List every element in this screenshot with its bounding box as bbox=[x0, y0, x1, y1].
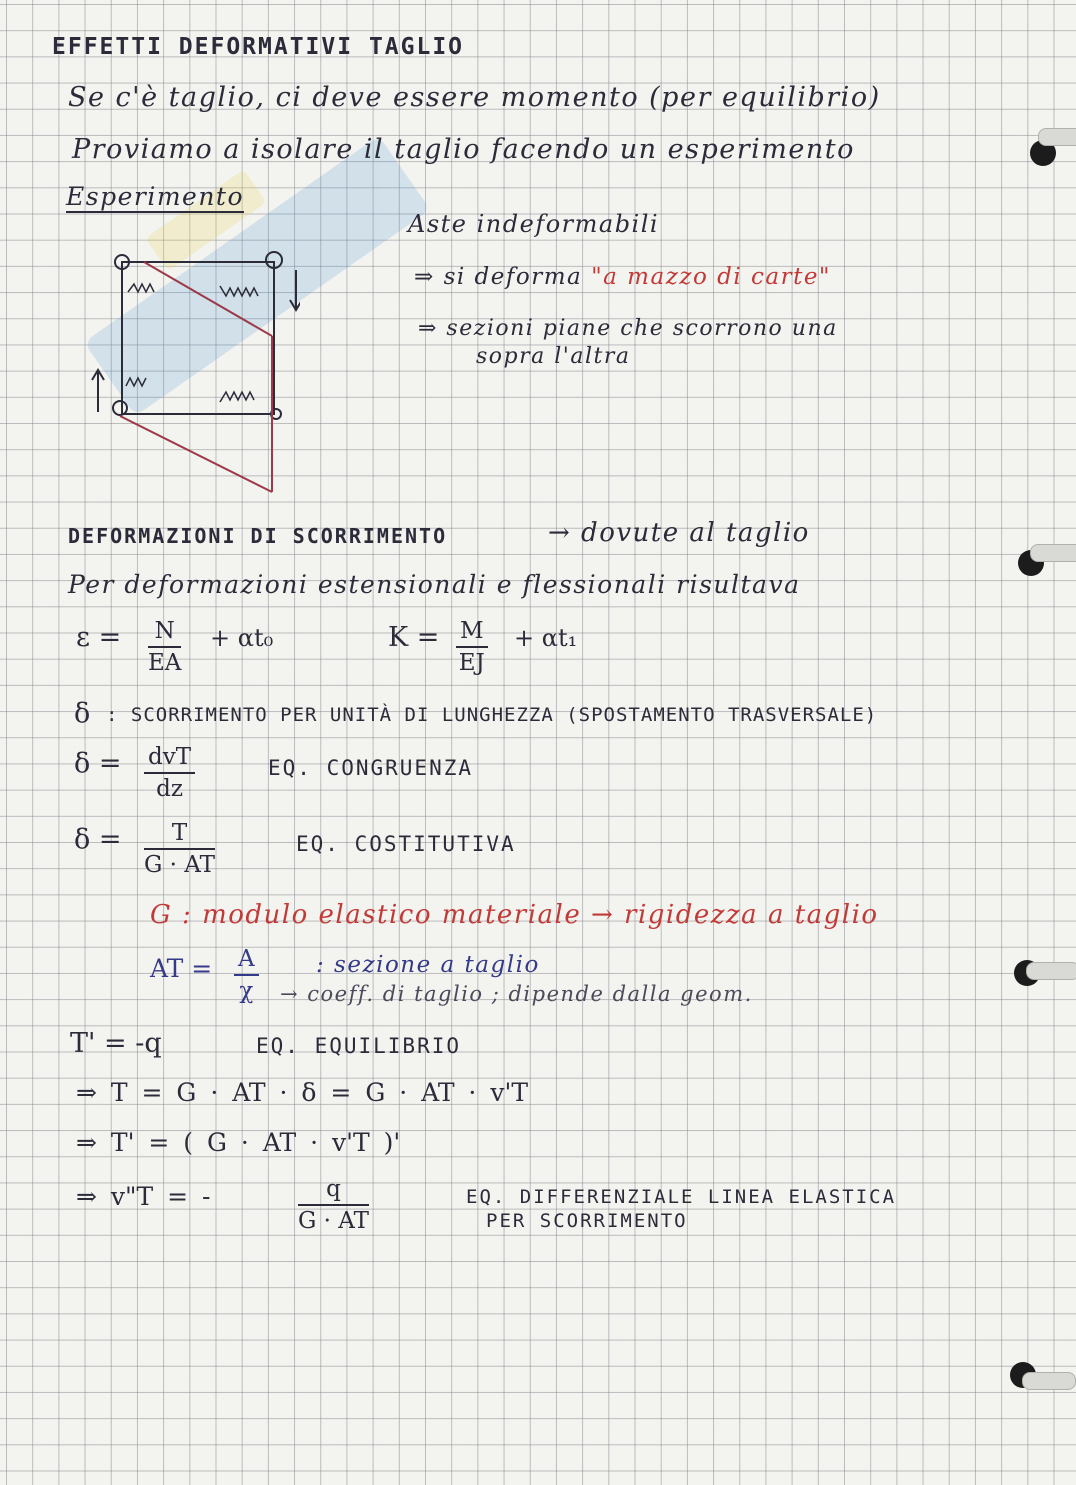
costitutiva-numerator: T bbox=[144, 820, 215, 850]
mazzo-di-carte-quote: "a mazzo di carte" bbox=[591, 264, 832, 290]
curvature-tail: + αt₁ bbox=[514, 624, 578, 652]
costitutiva-label: EQ. COSTITUTIVA bbox=[296, 832, 516, 856]
congruenza-fraction bbox=[144, 744, 195, 802]
section-heading-note: → dovute al taglio bbox=[548, 518, 810, 548]
section-heading-scorrimento: DEFORMAZIONI DI SCORRIMENTO bbox=[68, 524, 448, 548]
derivation-step-3-fraction bbox=[298, 1176, 369, 1234]
deformed-line-bottom bbox=[120, 416, 272, 492]
congruenza-label: EQ. CONGRUENZA bbox=[268, 756, 474, 780]
at-description-1: : sezione a taglio bbox=[316, 952, 540, 978]
curvature-numerator: M bbox=[456, 618, 488, 648]
binder-ring bbox=[1022, 1372, 1076, 1390]
costitutiva-fraction bbox=[144, 820, 215, 878]
spring-bottom-right bbox=[220, 392, 254, 402]
binder-ring bbox=[1038, 128, 1076, 146]
binder-ring bbox=[1026, 962, 1076, 980]
g-symbol: G bbox=[150, 900, 173, 930]
epsilon-lhs: ε = bbox=[76, 622, 122, 653]
congruenza-lhs: δ = bbox=[74, 748, 122, 779]
curvature-denominator: EJ bbox=[458, 650, 485, 676]
g-description: : modulo elastico materiale → rigidezza a taglio bbox=[182, 900, 879, 930]
epsilon-tail: + αt₀ bbox=[210, 624, 274, 652]
esperimento-label: Esperimento bbox=[66, 182, 245, 211]
spring-bottom-left bbox=[126, 378, 146, 386]
delta-symbol: δ bbox=[74, 698, 91, 729]
epsilon-denominator: EA bbox=[148, 650, 182, 676]
costitutiva-lhs: δ = bbox=[74, 824, 122, 855]
curvature-fraction bbox=[456, 618, 488, 676]
frame-square bbox=[122, 262, 274, 414]
derivation-step-1: ⇒ T = G · AT · δ = G · AT · v'T bbox=[76, 1078, 528, 1107]
curvature-lhs: K = bbox=[388, 622, 440, 653]
at-denominator: χ bbox=[239, 978, 254, 1004]
at-numerator: A bbox=[234, 946, 259, 976]
arrow-note-2-line2: sopra l'altra bbox=[476, 344, 631, 369]
page-title: EFFETTI DEFORMATIVI TAGLIO bbox=[52, 34, 465, 60]
delta-definition: : SCORRIMENTO PER UNITÀ DI LUNGHEZZA (SPOSTAMENTO TRASVERSALE) bbox=[106, 704, 878, 726]
at-fraction bbox=[234, 946, 259, 1004]
derivation-step-3-numerator: q bbox=[298, 1176, 369, 1206]
aste-note: Aste indeformabili bbox=[408, 210, 660, 238]
elastic-line-label-1: EQ. DIFFERENZIALE LINEA ELASTICA bbox=[466, 1186, 897, 1208]
costitutiva-denominator: G · AT bbox=[144, 852, 215, 878]
spring-top-left bbox=[128, 284, 154, 292]
equilibrio-label: EQ. EQUILIBRIO bbox=[256, 1034, 462, 1058]
intro-line-1: Se c'è taglio, ci deve essere momento (per equilibrio) bbox=[68, 82, 881, 113]
hinge-bottom-left bbox=[113, 401, 127, 415]
congruenza-denominator: dz bbox=[156, 776, 183, 802]
at-lhs: AT = bbox=[150, 954, 213, 983]
spring-top-right bbox=[220, 286, 258, 296]
shear-experiment-diagram bbox=[80, 240, 300, 500]
intro-line-2: Proviamo a isolare il taglio facendo un esperimento bbox=[72, 134, 855, 165]
arrow-note-2-line1: ⇒ sezioni piane che scorrono una bbox=[418, 316, 838, 341]
derivation-step-3-lhs: ⇒ v"T = - bbox=[76, 1182, 211, 1211]
derivation-step-3-denominator: G · AT bbox=[298, 1208, 369, 1234]
binder-ring bbox=[1030, 544, 1076, 562]
deformed-line-top bbox=[144, 262, 272, 336]
arrow-note-1-prefix: ⇒ si deforma bbox=[414, 264, 583, 290]
elastic-line-label-2: PER SCORRIMENTO bbox=[486, 1210, 688, 1232]
congruenza-numerator: dvT bbox=[144, 744, 195, 774]
derivation-step-2: ⇒ T' = ( G · AT · v'T )' bbox=[76, 1128, 401, 1157]
epsilon-fraction bbox=[148, 618, 181, 676]
arrow-note-1 bbox=[414, 266, 831, 289]
equilibrio-equation: T' = -q bbox=[70, 1028, 162, 1059]
epsilon-numerator: N bbox=[148, 618, 181, 648]
g-note bbox=[150, 902, 879, 928]
at-description-2: → coeff. di taglio ; dipende dalla geom. bbox=[280, 982, 753, 1006]
section2-line1: Per deformazioni estensionali e flessionali risultava bbox=[68, 570, 801, 599]
